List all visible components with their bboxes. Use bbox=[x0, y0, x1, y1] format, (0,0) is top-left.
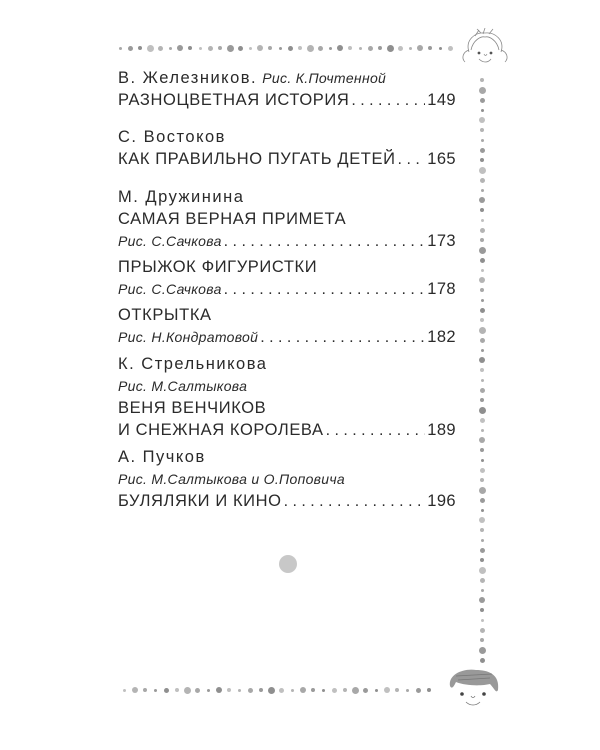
page-number: 196 bbox=[427, 492, 456, 510]
border-dot bbox=[479, 247, 486, 254]
border-dot bbox=[123, 689, 126, 692]
border-dot bbox=[368, 46, 373, 51]
border-dot bbox=[481, 619, 484, 622]
border-dot bbox=[481, 269, 484, 272]
border-dot bbox=[480, 128, 484, 132]
border-dot bbox=[387, 45, 394, 52]
border-dot bbox=[480, 388, 485, 393]
page-number: 178 bbox=[427, 280, 456, 298]
border-dot bbox=[479, 407, 486, 414]
border-dot bbox=[481, 139, 484, 142]
illustrator-credit: Рис. М.Салтыкова и О.Поповича bbox=[118, 471, 345, 487]
border-dot bbox=[479, 357, 485, 363]
border-dot bbox=[428, 46, 432, 50]
border-dot bbox=[480, 98, 485, 103]
toc-entry bbox=[118, 446, 456, 512]
author-name: К. Стрельникова bbox=[118, 355, 268, 373]
border-dot bbox=[227, 45, 234, 52]
border-dot bbox=[208, 46, 213, 51]
border-dot bbox=[480, 238, 484, 242]
border-dot bbox=[288, 46, 293, 51]
border-dot bbox=[158, 46, 163, 51]
border-dot bbox=[138, 46, 142, 50]
border-dot bbox=[480, 628, 485, 633]
toc-illustrator-row[interactable] bbox=[118, 278, 456, 300]
border-dot bbox=[199, 47, 202, 50]
toc-title-row[interactable] bbox=[118, 419, 456, 441]
border-dot bbox=[238, 46, 243, 51]
border-dot bbox=[481, 379, 484, 382]
border-dot bbox=[195, 688, 200, 693]
page-number: 182 bbox=[427, 328, 456, 346]
dot-leader bbox=[351, 90, 425, 112]
border-dot bbox=[218, 46, 222, 50]
toc-entry bbox=[118, 353, 456, 441]
border-dot bbox=[169, 47, 172, 50]
border-dot bbox=[480, 638, 484, 642]
toc-title-row[interactable] bbox=[118, 148, 456, 170]
border-dot bbox=[184, 687, 191, 694]
border-dot bbox=[279, 47, 282, 50]
border-dot bbox=[322, 689, 325, 692]
border-dot bbox=[480, 288, 484, 292]
border-dot bbox=[479, 437, 485, 443]
border-dot bbox=[481, 429, 484, 432]
border-dot bbox=[384, 687, 390, 693]
border-dot bbox=[359, 47, 362, 50]
border-dot bbox=[119, 47, 122, 50]
border-dot bbox=[207, 689, 210, 692]
border-dot bbox=[248, 688, 253, 693]
dot-leader bbox=[224, 279, 426, 301]
toc-illustrator-row[interactable] bbox=[118, 326, 456, 348]
border-dot bbox=[479, 277, 485, 283]
border-dot bbox=[291, 689, 294, 692]
border-dot bbox=[481, 539, 484, 542]
border-dot bbox=[175, 688, 179, 692]
border-dot bbox=[480, 318, 484, 322]
illustrator-credit: Рис. К.Почтенной bbox=[262, 70, 387, 86]
border-dot bbox=[480, 578, 485, 583]
dot-leader bbox=[326, 420, 426, 442]
border-dot bbox=[480, 308, 485, 313]
border-dot bbox=[257, 45, 263, 51]
border-dot bbox=[480, 548, 485, 553]
story-title[interactable]: ОТКРЫТКА bbox=[118, 306, 212, 324]
border-dot bbox=[481, 109, 484, 112]
border-dot bbox=[479, 327, 486, 334]
border-dot bbox=[128, 46, 133, 51]
author-name: В. Железников. bbox=[118, 69, 258, 87]
border-dot bbox=[480, 228, 485, 233]
toc-entry bbox=[118, 126, 456, 170]
story-title: РАЗНОЦВЕТНАЯ ИСТОРИЯ bbox=[118, 91, 350, 109]
decorative-dot bbox=[279, 555, 297, 573]
toc-title-row[interactable] bbox=[118, 490, 456, 512]
border-dot bbox=[480, 528, 484, 532]
border-dot bbox=[479, 597, 485, 603]
border-dot bbox=[480, 658, 485, 663]
border-dot bbox=[398, 46, 403, 51]
illustrator-credit: Рис. М.Салтыкова bbox=[118, 378, 248, 394]
border-dot bbox=[480, 148, 485, 153]
toc-title-row[interactable] bbox=[118, 89, 456, 111]
author-name: М. Дружинина bbox=[118, 188, 245, 206]
border-dot bbox=[409, 47, 412, 50]
border-dot bbox=[227, 688, 231, 692]
story-title: КАК ПРАВИЛЬНО ПУГАТЬ ДЕТЕЙ bbox=[118, 150, 396, 168]
border-dot bbox=[480, 498, 485, 503]
border-dot bbox=[480, 208, 484, 212]
dot-leader bbox=[398, 149, 426, 171]
border-dot bbox=[177, 45, 183, 51]
border-dot bbox=[378, 46, 382, 50]
border-dot bbox=[268, 46, 272, 50]
illustrator-credit: Рис. С.Сачкова bbox=[118, 281, 222, 297]
border-dot bbox=[307, 45, 314, 52]
border-dot bbox=[479, 87, 486, 94]
page-number: 165 bbox=[427, 150, 456, 168]
story-title[interactable]: ПРЫЖОК ФИГУРИСТКИ bbox=[118, 258, 318, 276]
border-dot bbox=[279, 688, 284, 693]
border-dot bbox=[395, 688, 399, 692]
author-name: С. Востоков bbox=[118, 128, 226, 146]
border-dot bbox=[479, 487, 486, 494]
border-dot bbox=[480, 468, 485, 473]
border-dot bbox=[479, 517, 485, 523]
boy-face-icon bbox=[446, 668, 504, 712]
border-dot bbox=[417, 45, 423, 51]
border-dot bbox=[480, 258, 485, 263]
border-dot bbox=[479, 567, 486, 574]
border-dot bbox=[480, 418, 485, 423]
border-dot bbox=[375, 689, 378, 692]
border-dot bbox=[480, 78, 484, 82]
girl-face-icon bbox=[455, 28, 515, 68]
border-dot bbox=[480, 448, 484, 452]
border-dot bbox=[348, 46, 352, 50]
story-title-continued: И СНЕЖНАЯ КОРОЛЕВА bbox=[118, 421, 324, 439]
toc-illustrator-row[interactable] bbox=[118, 230, 456, 252]
border-dot bbox=[329, 47, 332, 50]
border-dot bbox=[481, 509, 484, 512]
border-dot bbox=[337, 45, 343, 51]
dot-leader bbox=[260, 327, 425, 349]
border-dot bbox=[216, 687, 222, 693]
border-dot bbox=[480, 478, 484, 482]
border-dot bbox=[480, 178, 485, 183]
border-dot bbox=[448, 46, 453, 51]
border-dot bbox=[164, 688, 169, 693]
border-dot bbox=[311, 688, 315, 692]
border-dot bbox=[318, 46, 323, 51]
toc-entry bbox=[118, 67, 456, 111]
border-dot bbox=[143, 688, 147, 692]
border-dot bbox=[479, 167, 486, 174]
border-dot bbox=[238, 689, 241, 692]
border-dot bbox=[188, 46, 192, 50]
border-dot bbox=[298, 46, 302, 50]
border-dot bbox=[363, 688, 368, 693]
border-dot bbox=[479, 117, 485, 123]
border-dot bbox=[427, 688, 431, 692]
dot-leader bbox=[284, 491, 426, 513]
border-dot bbox=[406, 689, 409, 692]
border-dot bbox=[481, 589, 484, 592]
author-name: А. Пучков bbox=[118, 448, 206, 466]
border-dot bbox=[268, 687, 275, 694]
toc-entry bbox=[118, 186, 456, 348]
page-number: 173 bbox=[427, 232, 456, 250]
border-dot bbox=[479, 197, 485, 203]
illustrator-credit: Рис. С.Сачкова bbox=[118, 233, 222, 249]
border-dot bbox=[480, 338, 485, 343]
border-dot bbox=[480, 608, 484, 612]
border-dot bbox=[416, 688, 421, 693]
border-dot bbox=[481, 189, 484, 192]
story-title[interactable]: ВЕНЯ ВЕНЧИКОВ bbox=[118, 399, 267, 417]
border-dot bbox=[479, 647, 486, 654]
border-dot bbox=[132, 687, 138, 693]
story-title: БУЛЯЛЯКИ И КИНО bbox=[118, 492, 282, 510]
border-dot bbox=[481, 299, 484, 302]
border-dot bbox=[259, 688, 263, 692]
border-dot bbox=[481, 219, 484, 222]
border-dot bbox=[154, 689, 157, 692]
border-dot bbox=[300, 687, 306, 693]
story-title[interactable]: САМАЯ ВЕРНАЯ ПРИМЕТА bbox=[118, 210, 347, 228]
dot-leader bbox=[224, 231, 426, 253]
border-dot bbox=[481, 459, 484, 462]
border-dot bbox=[147, 45, 154, 52]
page-number: 149 bbox=[427, 91, 456, 109]
border-dot bbox=[480, 398, 484, 402]
page-number: 189 bbox=[427, 421, 456, 439]
border-dot bbox=[480, 368, 484, 372]
border-dot bbox=[332, 688, 337, 693]
border-dot bbox=[480, 158, 484, 162]
border-dot bbox=[343, 688, 347, 692]
illustrator-credit: Рис. Н.Кондратовой bbox=[118, 329, 259, 345]
border-dot bbox=[249, 47, 252, 50]
border-dot bbox=[481, 349, 484, 352]
border-dot bbox=[480, 558, 484, 562]
border-dot bbox=[352, 687, 359, 694]
border-dot bbox=[439, 47, 442, 50]
